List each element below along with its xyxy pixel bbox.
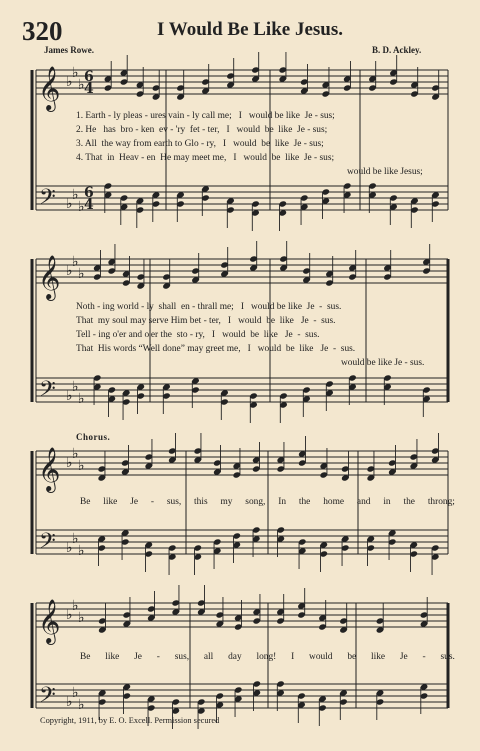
chorus-word: like	[103, 497, 118, 507]
bass-clef-icon: 𝄢	[39, 185, 56, 215]
chorus-word: and	[356, 497, 371, 507]
time-signature-bottom: 4	[84, 197, 94, 213]
chorus-line-2	[80, 650, 455, 664]
chorus-word: In	[278, 497, 287, 507]
flat-icon: ♭	[72, 446, 79, 462]
treble-clef-icon: 𝄞	[38, 447, 61, 491]
flat-icon: ♭	[72, 379, 79, 395]
chorus-word: sus.	[440, 652, 455, 662]
flat-icon: ♭	[78, 458, 85, 474]
flat-icon: ♭	[72, 685, 79, 701]
chorus-word: sus,	[174, 652, 190, 662]
verse-1-line-2: Noth - ing world - ly shall en - thrall me; I would be like Je - sus.	[76, 302, 342, 312]
chorus-word: my	[220, 497, 233, 507]
bass-clef-icon: 𝄢	[39, 377, 56, 407]
time-signature-top: 6	[84, 69, 94, 85]
flat-icon: ♭	[66, 540, 73, 556]
chorus-word: throng;	[427, 497, 455, 507]
words-author: James Rowe.	[44, 45, 94, 55]
flat-icon: ♭	[66, 263, 73, 279]
bass-echo-2: would be like Je - sus.	[341, 358, 425, 368]
hymn-title: I Would Be Like Jesus.	[156, 19, 343, 40]
chorus-word: -	[422, 652, 426, 662]
chorus-word: the	[298, 497, 311, 507]
treble-clef-icon: 𝄞	[38, 255, 61, 299]
flat-icon: ♭	[78, 199, 85, 215]
bass-clef-icon: 𝄢	[39, 529, 56, 559]
chorus-word: Je	[399, 652, 408, 662]
chorus-label: Chorus.	[76, 432, 111, 442]
chorus-word: day	[228, 652, 242, 662]
time-signature-bottom: 4	[84, 81, 94, 97]
flat-icon: ♭	[78, 543, 85, 559]
chorus-word: I	[291, 652, 295, 662]
chorus-word: -	[150, 497, 154, 507]
time-signature-top: 6	[84, 185, 94, 201]
flat-icon: ♭	[78, 391, 85, 407]
chorus-word: -	[156, 652, 160, 662]
flat-icon: ♭	[78, 610, 85, 626]
chorus-word: long!	[256, 652, 277, 662]
flat-icon: ♭	[72, 531, 79, 547]
flat-icon: ♭	[66, 694, 73, 710]
chorus-word: the	[403, 497, 415, 507]
chorus-line-1	[80, 495, 455, 509]
chorus-word: this	[194, 497, 208, 507]
chorus-word: home	[323, 497, 345, 507]
chorus-word: Be	[80, 652, 91, 662]
verse-2-line-2: That my soul may serve Him bet - ter, I would be like Je - sus.	[76, 316, 336, 326]
hymn-number: 320	[22, 16, 63, 46]
verse-2-line-1: 2. He has bro - ken ev - 'ry fet - ter, I would be like Je - sus;	[76, 125, 328, 135]
verse-1-line-1: 1. Earth - ly pleas - ures vain - ly call me; I would be like Je - sus;	[76, 111, 335, 121]
verse-4-line-2: That His words “Well done” may greet me, I would be like Je - sus.	[76, 344, 356, 354]
flat-icon: ♭	[78, 697, 85, 713]
verse-3-line-1: 3. All the way from earth to Glo - ry, I would be like Je - sus;	[76, 139, 324, 149]
chorus-word: like	[105, 652, 120, 662]
flat-icon: ♭	[66, 455, 73, 471]
chorus-word: in	[383, 497, 391, 507]
flat-icon: ♭	[78, 77, 85, 93]
verse-4-line-1: 4. That in Heav - en He may meet me, I would be like Je - sus;	[76, 153, 335, 163]
treble-clef-icon: 𝄞	[38, 66, 61, 110]
flat-icon: ♭	[66, 607, 73, 623]
bass-echo-1: would be like Jesus;	[347, 167, 423, 177]
music-composer: B. D. Ackley.	[372, 45, 422, 55]
flat-icon: ♭	[66, 74, 73, 90]
chorus-word: sus,	[166, 497, 182, 507]
chorus-word: be	[347, 652, 357, 662]
chorus-word: would	[309, 652, 333, 662]
flat-icon: ♭	[72, 598, 79, 614]
chorus-word: like	[371, 652, 386, 662]
flat-icon: ♭	[72, 187, 79, 203]
chorus-word: all	[203, 652, 214, 662]
verse-3-line-2: Tell - ing o'er and o'er the sto - ry, I would be like Je - sus.	[76, 330, 320, 340]
chorus-word: Je	[130, 497, 139, 507]
copyright-notice: Copyright, 1911, by E. O. Excell. Permission secured	[40, 716, 220, 725]
flat-icon: ♭	[66, 388, 73, 404]
flat-icon: ♭	[72, 254, 79, 270]
flat-icon: ♭	[66, 196, 73, 212]
bass-clef-icon: 𝄢	[39, 683, 56, 713]
chorus-word: Je	[134, 652, 142, 662]
chorus-word: Be	[80, 497, 91, 507]
flat-icon: ♭	[78, 266, 85, 282]
chorus-word: song,	[245, 497, 266, 507]
flat-icon: ♭	[72, 65, 79, 81]
treble-clef-icon: 𝄞	[38, 599, 61, 643]
